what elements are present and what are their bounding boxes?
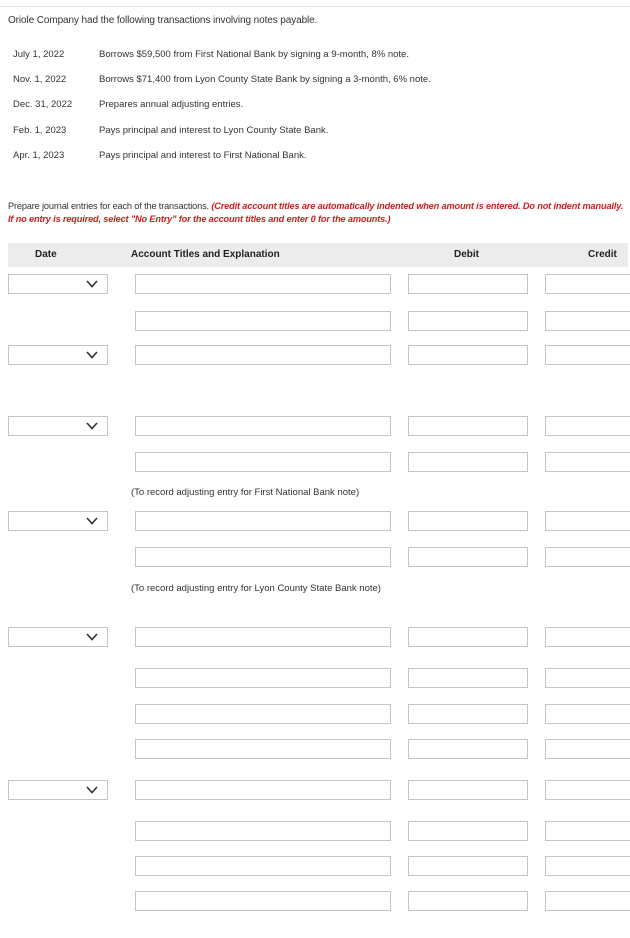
instructions	[8, 200, 628, 226]
chevron-down-icon	[85, 419, 99, 433]
header-account: Account Titles and Explanation	[131, 249, 280, 260]
debit-input[interactable]	[408, 704, 528, 724]
chevron-down-icon	[85, 348, 99, 362]
account-title-input[interactable]	[135, 511, 391, 531]
account-title-input[interactable]	[135, 311, 391, 331]
credit-input[interactable]	[545, 704, 630, 724]
chevron-down-icon	[85, 514, 99, 528]
debit-input[interactable]	[408, 452, 528, 472]
entry-note: (To record adjusting entry for First National Bank note)	[131, 487, 360, 498]
debit-input[interactable]	[408, 345, 528, 365]
account-title-input[interactable]	[135, 627, 391, 647]
chevron-down-icon	[85, 277, 99, 291]
debit-input[interactable]	[408, 311, 528, 331]
chevron-down-icon	[85, 630, 99, 644]
credit-input[interactable]	[545, 821, 630, 841]
debit-input[interactable]	[408, 547, 528, 567]
chevron-down-icon	[85, 783, 99, 797]
transaction-date: July 1, 2022	[13, 49, 65, 60]
transaction-description: Borrows $59,500 from First National Bank by signing a 9-month, 8% note.	[99, 49, 409, 60]
account-title-input[interactable]	[135, 780, 391, 800]
transaction-date: Dec. 31, 2022	[13, 99, 73, 110]
account-title-input[interactable]	[135, 452, 391, 472]
transaction-date: Apr. 1, 2023	[13, 150, 65, 161]
transaction-description: Pays principal and interest to First National Bank.	[99, 150, 307, 161]
account-title-input[interactable]	[135, 274, 391, 294]
transaction-description: Pays principal and interest to Lyon County State Bank.	[99, 125, 329, 136]
header-debit: Debit	[454, 249, 479, 260]
account-title-input[interactable]	[135, 856, 391, 876]
debit-input[interactable]	[408, 821, 528, 841]
credit-input[interactable]	[545, 274, 630, 294]
debit-input[interactable]	[408, 780, 528, 800]
debit-input[interactable]	[408, 511, 528, 531]
account-title-input[interactable]	[135, 668, 391, 688]
account-title-input[interactable]	[135, 891, 391, 911]
credit-input[interactable]	[545, 739, 630, 759]
credit-input[interactable]	[545, 627, 630, 647]
instructions-note: (Credit account titles are automatically indented when amount is entered. Do not indent manually. If no entry is required, select "No Entry" for the account titles and enter 0 for the amounts.)	[8, 201, 624, 224]
instructions-text: Prepare journal entries for each of the transactions.	[8, 201, 209, 211]
header-credit: Credit	[588, 249, 617, 260]
journal-table-header	[8, 243, 628, 267]
account-title-input[interactable]	[135, 739, 391, 759]
credit-input[interactable]	[545, 547, 630, 567]
credit-input[interactable]	[545, 891, 630, 911]
credit-input[interactable]	[545, 311, 630, 331]
credit-input[interactable]	[545, 452, 630, 472]
account-title-input[interactable]	[135, 416, 391, 436]
debit-input[interactable]	[408, 416, 528, 436]
debit-input[interactable]	[408, 739, 528, 759]
credit-input[interactable]	[545, 511, 630, 531]
account-title-input[interactable]	[135, 821, 391, 841]
top-divider	[0, 6, 630, 7]
account-title-input[interactable]	[135, 704, 391, 724]
date-select[interactable]	[8, 780, 108, 800]
debit-input[interactable]	[408, 627, 528, 647]
date-select[interactable]	[8, 416, 108, 436]
problem-intro: Oriole Company had the following transactions involving notes payable.	[8, 15, 318, 26]
debit-input[interactable]	[408, 891, 528, 911]
header-date: Date	[35, 249, 57, 260]
debit-input[interactable]	[408, 856, 528, 876]
transaction-date: Feb. 1, 2023	[13, 125, 67, 136]
debit-input[interactable]	[408, 274, 528, 294]
date-select[interactable]	[8, 511, 108, 531]
transaction-date: Nov. 1, 2022	[13, 74, 67, 85]
account-title-input[interactable]	[135, 345, 391, 365]
entry-note: (To record adjusting entry for Lyon County State Bank note)	[131, 583, 381, 594]
date-select[interactable]	[8, 274, 108, 294]
credit-input[interactable]	[545, 856, 630, 876]
date-select[interactable]	[8, 345, 108, 365]
transaction-description: Borrows $71,400 from Lyon County State Bank by signing a 3-month, 6% note.	[99, 74, 431, 85]
debit-input[interactable]	[408, 668, 528, 688]
account-title-input[interactable]	[135, 547, 391, 567]
credit-input[interactable]	[545, 345, 630, 365]
credit-input[interactable]	[545, 780, 630, 800]
credit-input[interactable]	[545, 668, 630, 688]
transaction-description: Prepares annual adjusting entries.	[99, 99, 244, 110]
credit-input[interactable]	[545, 416, 630, 436]
date-select[interactable]	[8, 627, 108, 647]
